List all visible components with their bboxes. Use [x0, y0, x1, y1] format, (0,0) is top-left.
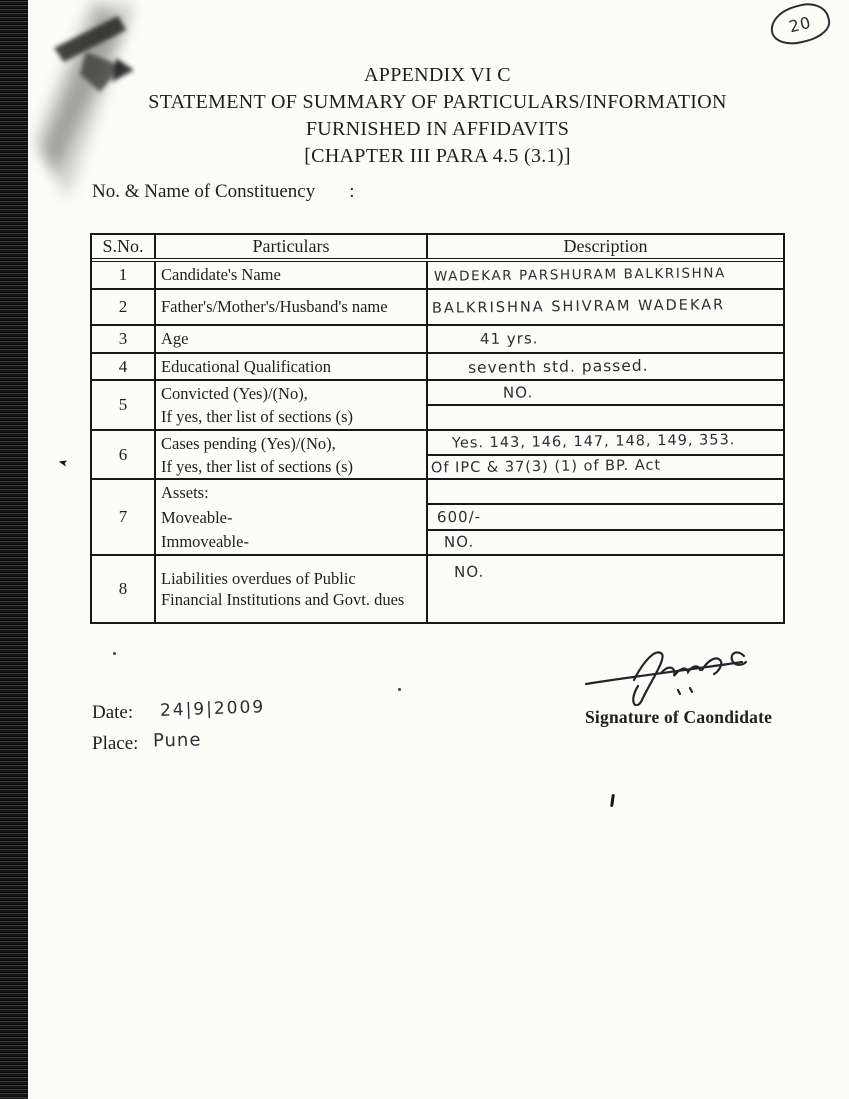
stray-ink-dot — [113, 652, 116, 655]
particulars-cell: Age — [156, 326, 428, 352]
sno-cell: 1 — [92, 262, 156, 288]
constituency-colon: : — [349, 181, 355, 202]
handwritten-age: 41 yrs. — [479, 329, 539, 349]
page-number-annotation — [766, 0, 833, 50]
handwritten-immoveable: NO. — [443, 533, 475, 552]
table-header-row — [92, 235, 783, 262]
constituency-label: No. & Name of Constituency — [92, 181, 316, 202]
particulars-line: Assets: — [161, 482, 209, 502]
title-line-chapter: [CHAPTER III PARA 4.5 (3.1)] — [304, 145, 571, 167]
table-row — [92, 354, 783, 381]
constituency-line — [92, 181, 355, 203]
table-row — [92, 381, 783, 431]
table-row — [92, 290, 783, 326]
sno-cell: 2 — [92, 290, 156, 324]
handwritten-father-name: BALKRISHNA SHIVRAM WADEKAR — [431, 297, 726, 317]
handwritten-education: seventh std. passed. — [467, 356, 649, 377]
header-sno: S.No. — [92, 235, 156, 258]
particulars-cell: Candidate's Name — [156, 262, 428, 288]
particulars-line: Moveable- — [161, 507, 233, 527]
title-line-furnished: FURNISHED IN AFFIDAVITS — [305, 118, 570, 140]
date-label: Date: — [92, 702, 134, 723]
sno-cell: 8 — [92, 556, 156, 622]
particulars-cell: Educational Qualification — [156, 354, 428, 379]
sno-cell: 3 — [92, 326, 156, 352]
table-row — [92, 556, 783, 622]
table-row — [92, 480, 783, 556]
document-title-block — [50, 62, 825, 170]
particulars-cell — [156, 431, 428, 478]
handwritten-cases-sections: Of IPC & 37(3) (1) of BP. Act — [430, 457, 662, 477]
sno-cell: 4 — [92, 354, 156, 379]
handwritten-candidate-name: WADEKAR PARSHURAM BALKRISHNA — [433, 265, 726, 285]
particulars-cell: Father's/Mother's/Husband's name — [156, 290, 428, 324]
handwritten-liabilities: NO. — [453, 562, 485, 582]
scanner-edge-band — [0, 0, 28, 1099]
page-number-text: 20 — [786, 12, 814, 36]
sno-cell: 7 — [92, 480, 156, 554]
particulars-line: Cases pending (Yes)/(No), — [161, 433, 336, 453]
summary-table — [90, 233, 785, 624]
particulars-line: Convicted (Yes)/(No), — [161, 384, 308, 403]
sno-cell: 6 — [92, 431, 156, 478]
header-particulars: Particulars — [156, 235, 428, 258]
particulars-cell — [156, 480, 428, 554]
particulars-line: If yes, ther list of sections (s) — [161, 407, 353, 426]
handwritten-cases-pending: Yes. 143, 146, 147, 148, 149, 353. — [451, 432, 736, 452]
stray-ink-dot — [398, 688, 401, 691]
handwritten-place: Pune — [152, 729, 202, 752]
sno-cell: 5 — [92, 381, 156, 429]
particulars-line: If yes, ther list of sections (s) — [161, 456, 353, 476]
table-row — [92, 326, 783, 354]
signature-label: Signature of Caondidate — [585, 707, 773, 727]
place-label: Place: — [92, 733, 139, 754]
table-row — [92, 431, 783, 480]
particulars-cell — [156, 381, 428, 429]
margin-pen-arrow-mark: ➤ — [56, 456, 70, 470]
handwritten-moveable: 600/- — [436, 507, 482, 527]
handwritten-convicted: NO. — [502, 382, 534, 402]
title-line-appendix: APPENDIX VI C — [364, 64, 511, 86]
title-line-statement: STATEMENT OF SUMMARY OF PARTICULARS/INFORMATION — [148, 91, 727, 113]
table-row — [92, 262, 783, 290]
handwritten-date: 24|9|2009 — [159, 697, 266, 721]
particulars-line: Immoveable- — [161, 532, 249, 552]
header-description: Description — [563, 236, 648, 256]
particulars-cell: Liabilities overdues of Public Financial Institutions and Govt. dues — [156, 556, 428, 622]
signature-scribble — [582, 642, 782, 706]
stray-ink-mark — [610, 794, 615, 807]
